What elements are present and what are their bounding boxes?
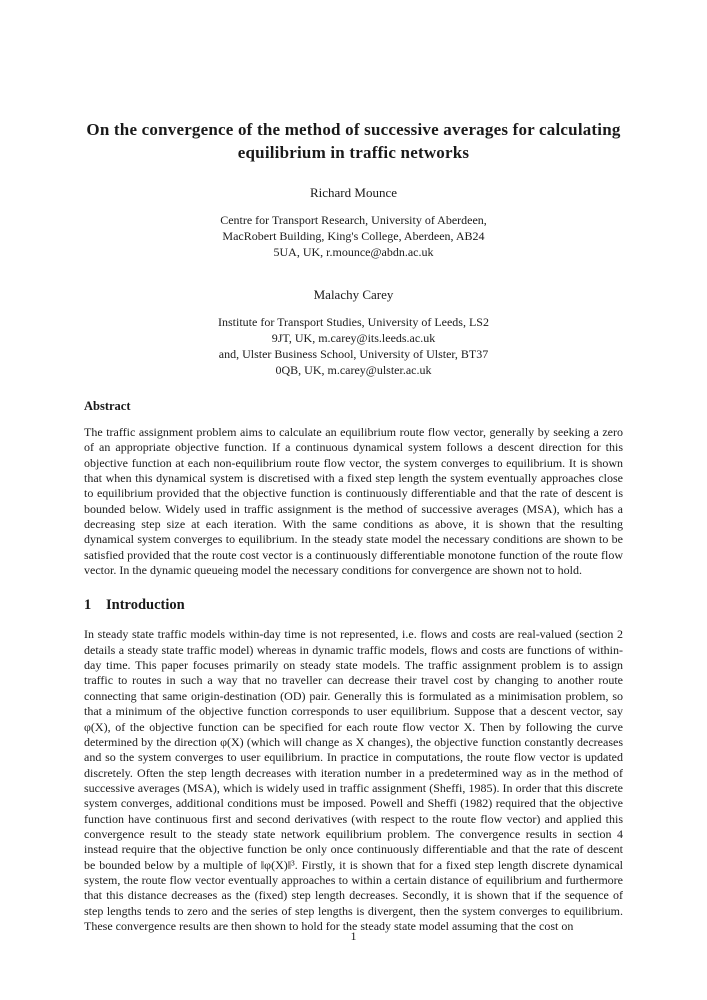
affiliation-line: 9JT, UK, m.carey@its.leeds.ac.uk (271, 331, 436, 345)
author-name-second: Malachy Carey (313, 287, 394, 302)
section-heading-introduction (84, 597, 623, 614)
affiliation-line: 0QB, UK, m.carey@ulster.ac.uk (275, 363, 432, 377)
affiliation-line: Institute for Transport Studies, University of Leeds, LS2 (218, 315, 489, 329)
section-title: Introduction (106, 597, 185, 614)
author-name-first: Richard Mounce (309, 185, 397, 200)
paper-content (0, 118, 707, 934)
page-number: 1 (350, 929, 357, 943)
author-affiliation-second (84, 314, 623, 378)
section-number: 1 (84, 597, 92, 614)
author-affiliation-first (84, 212, 623, 260)
paper-title: On the convergence of the method of successive averages for calculating equilibrium in traffic networks (86, 120, 621, 162)
affiliation-line: and, Ulster Business School, University of Ulster, BT37 (218, 347, 489, 361)
affiliation-line: 5UA, UK, r.mounce@abdn.ac.uk (273, 245, 434, 259)
abstract-text: The traffic assignment problem aims to calculate an equilibrium route flow vector, generally by seeking a zero of an appropriate objective function. If a continuous dynamical system follows a descent direction for this objective function at each non-equilibrium route flow vector, the system converges to equilibrium. It is shown that when this dynamical system is discretised with a fixed step length the system eventually approaches close to equilibrium provided that the objective function is continuously differentiable and that the rate of descent is bounded below. Widely used in traffic assignment is the method of successive averages (MSA), which has a decreasing step size at each iteration. With the same conditions as above, it is shown that the resulting dynamical system converges to equilibrium. In the steady state model the necessary conditions are shown to be satisfied provided that the route cost vector is a continuously differentiable monotone function of the route flow vector. In the dynamic queueing model the necessary conditions for convergence are shown not to hold. (84, 425, 623, 578)
affiliation-line: Centre for Transport Research, University of Aberdeen, (220, 213, 487, 227)
abstract-heading: Abstract (84, 399, 131, 413)
section-text-introduction: In steady state traffic models within-day time is not represented, i.e. flows and costs are real-valued (section 2 details a steady state traffic model) whereas in dynamic traffic models, flows and costs are functions of within-day time. This paper focuses primarily on steady state models. The traffic assignment problem is to assign traffic to routes in such a way that no traveller can decrease their travel cost by changing to another route connecting that same origin-destination (OD) pair. Generally this is formulated as a minimisation problem, so that a minimum of the objective function corresponds to user equilibrium. Suppose that a descent vector, say φ(X), of the objective function can be specified for each route flow vector X. Then by following the curve determined by the direction φ(X) (which will change as X changes), the objective function constantly decreases and so the system converges to user equilibrium. In practice in computations, the route flow vector is updated discretely. Often the step length decreases with iteration number in a predetermined way as in the method of successive averages (MSA), which is widely used in traffic assignment (Sheffi, 1985). In order that this discrete system converges, additional conditions must be imposed. Powell and Sheffi (1982) required that the objective function have continuous first and second derivatives (with respect to the route flow vector) and applied this convergence result to the steady state network equilibrium problem. The convergence results in section 4 instead require that the objective function be only once continuously differentiable and that the rate of descent be bounded below by a multiple of ‖φ(X)‖³. Firstly, it is shown that for a fixed step length discrete dynamical system, the route flow vector eventually approaches to within a certain distance of equilibrium and furthermore that this distance decreases as the (fixed) step length decreases. Secondly, it is shown that if the sequence of step lengths tends to zero and the series of step lengths is divergent, then the system converges to equilibrium. These convergence results are then shown to hold for the steady state model assuming that the cost on (84, 627, 623, 933)
affiliation-line: MacRobert Building, King's College, Aberdeen, AB24 (222, 229, 485, 243)
